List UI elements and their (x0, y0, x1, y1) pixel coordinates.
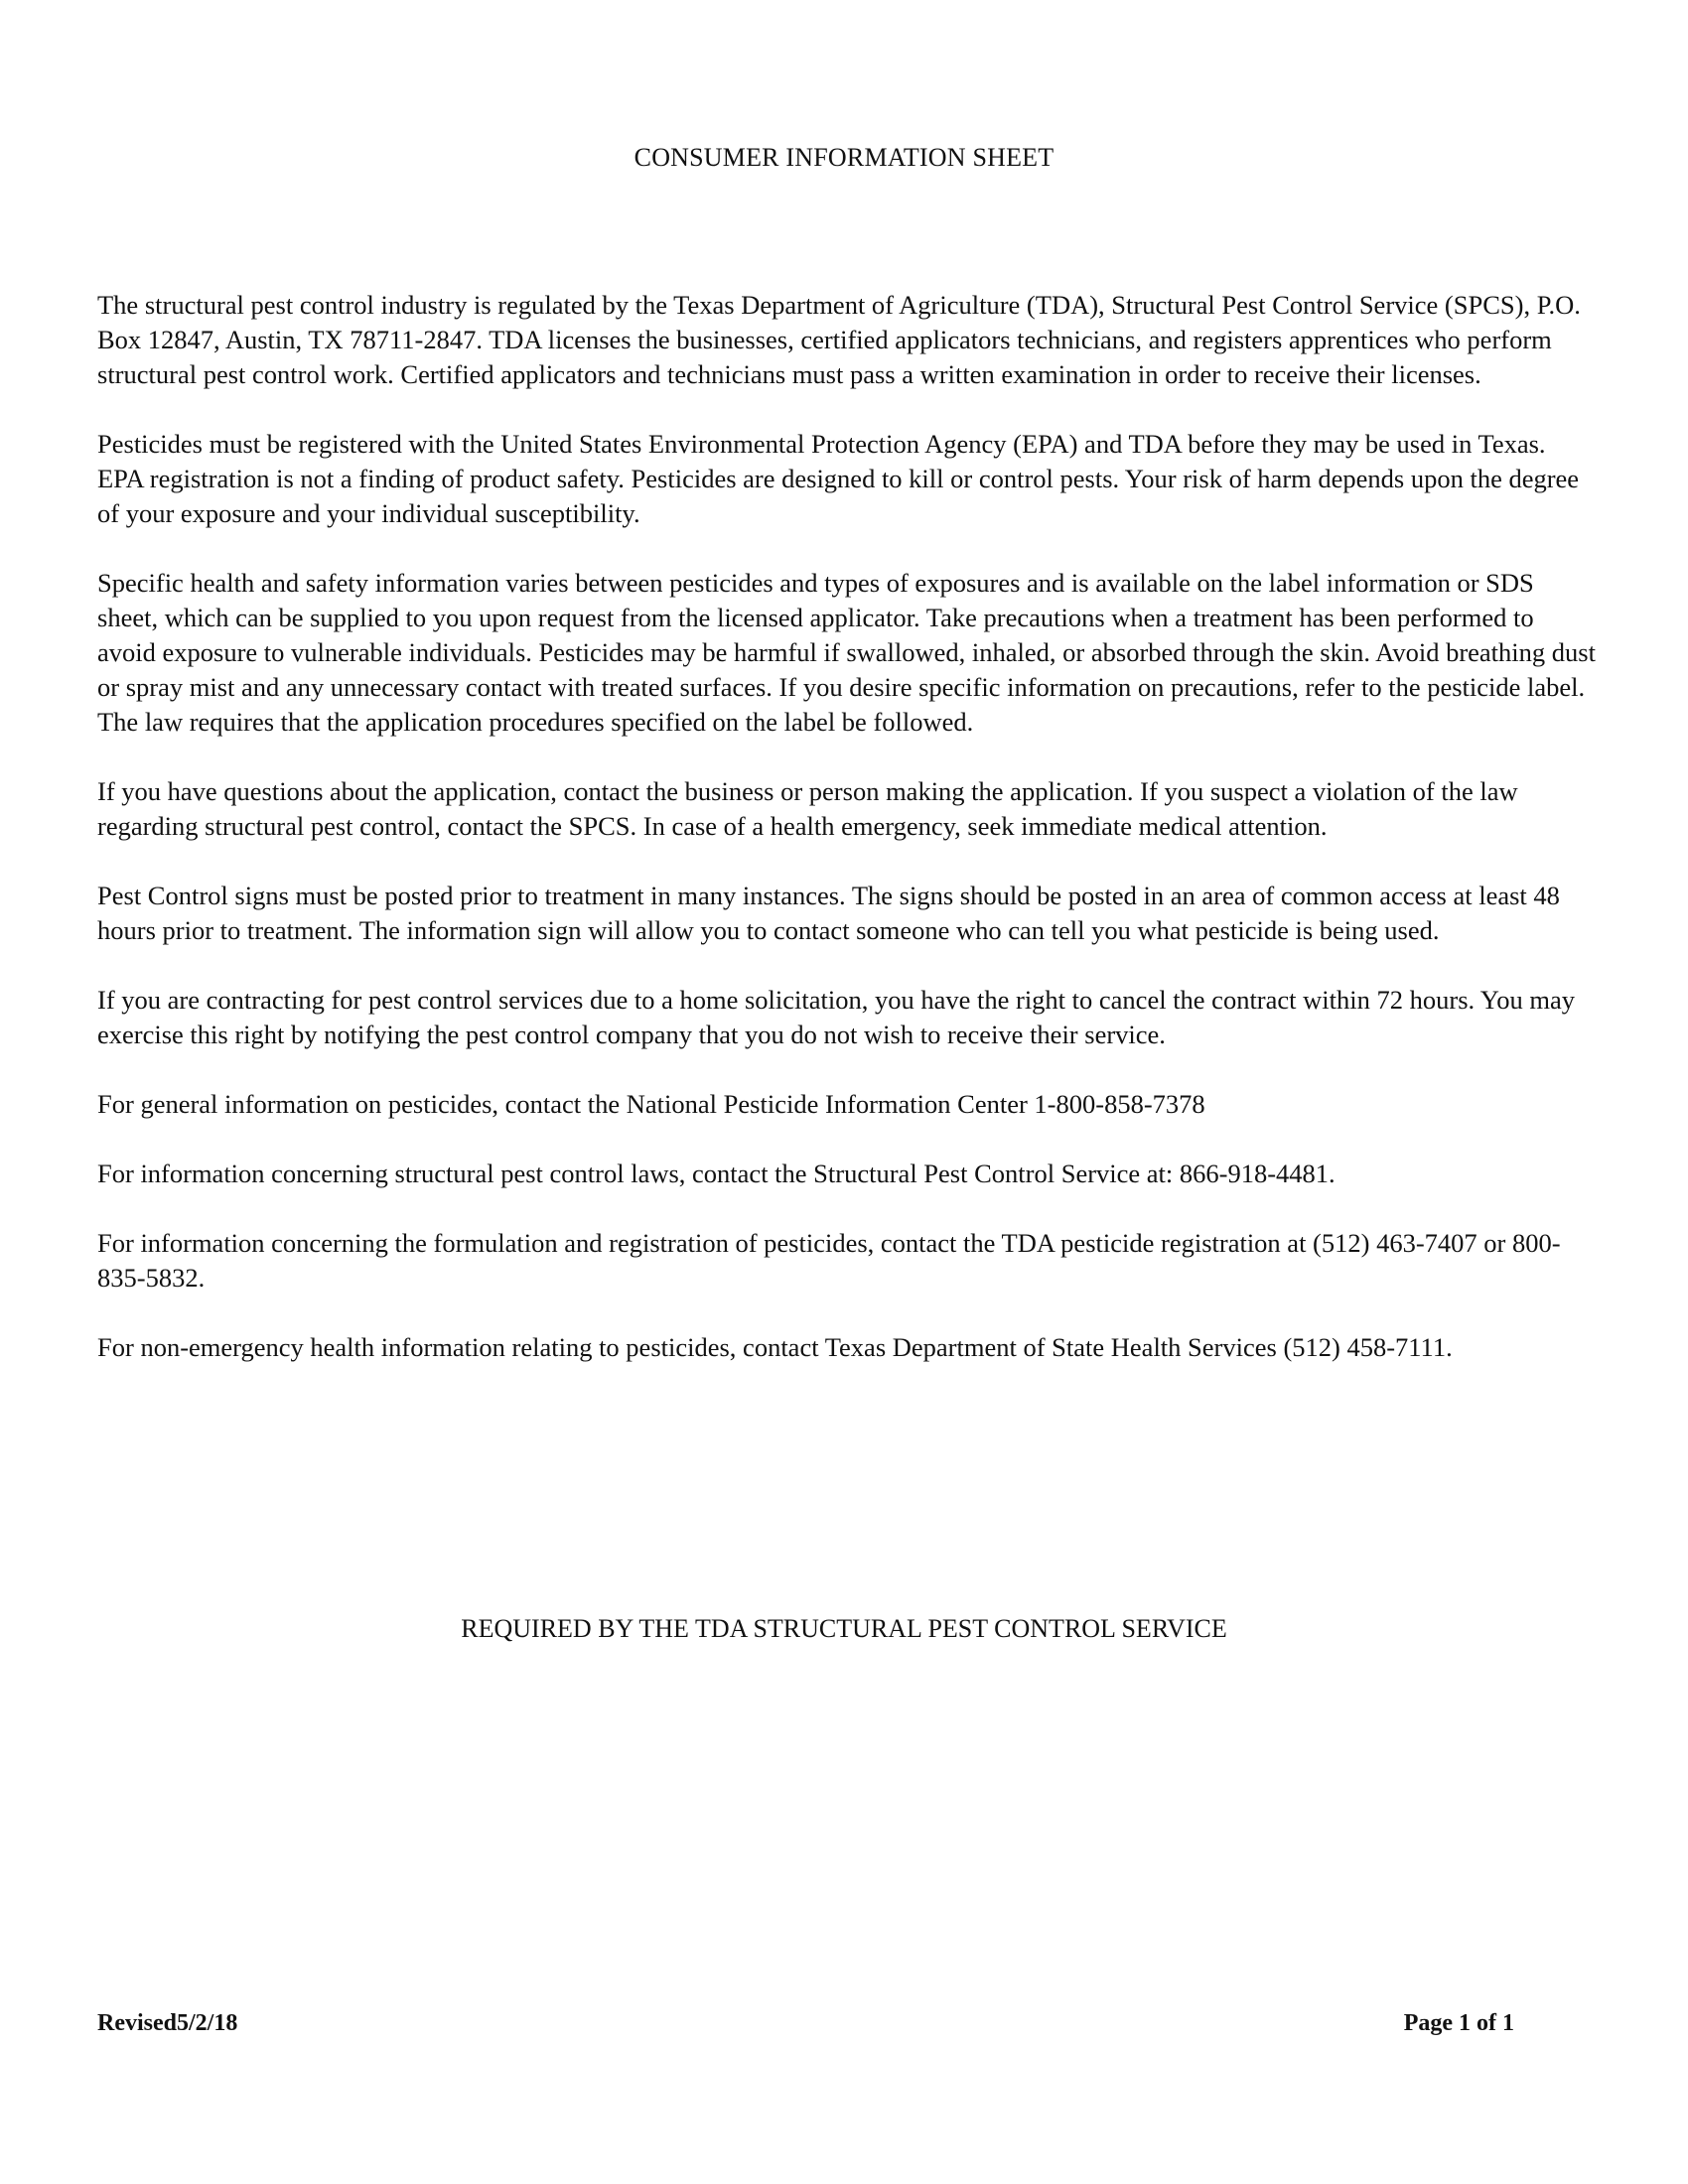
paragraph-questions: If you have questions about the application, contact the business or person making the application. If you suspect a violation of the law regarding structural pest control, contact the SPCS. In case of a health emergency, seek immediate medical attention. (97, 776, 1518, 841)
paragraph-health-info: For non-emergency health information relating to pesticides, contact Texas Department of State Health Services (512) 458-7111. (97, 1332, 1453, 1362)
paragraph-general-info: For general information on pesticides, contact the National Pesticide Information Center 1-800-858-7378 (97, 1089, 1205, 1119)
paragraph-regulation: The structural pest control industry is regulated by the Texas Department of Agriculture (TDA), Structural Pest Control Service (SPCS), P.O. Box 12847, Austin, TX 78711-2847. TDA licenses the businesses, certified applicators technicians, and registers apprentices who perform structural pest control work. Certified applicators and technicians must pass a written examination in order to receive their licenses. (97, 290, 1581, 389)
paragraph-registration-info: For information concerning the formulation and registration of pesticides, contact the TDA pesticide registration at (512) 463-7407 or 800-835-5832. (97, 1228, 1561, 1293)
page-title: CONSUMER INFORMATION SHEET (633, 143, 1055, 172)
paragraph-contract-cancel: If you are contracting for pest control services due to a home solicitation, you have the right to cancel the contract within 72 hours. You may exercise this right by notifying the pest control company that you do not wish to receive their service. (97, 985, 1576, 1049)
paragraph-signs: Pest Control signs must be posted prior to treatment in many instances. The signs should be posted in an area of common access at least 48 hours prior to treatment. The information sign will allow you to contact someone who can tell you what pesticide is being used. (97, 881, 1560, 945)
paragraph-registration: Pesticides must be registered with the United States Environmental Protection Agency (EPA) and TDA before they may be used in Texas. EPA registration is not a finding of product safety. Pesticides are designed to kill or control pests. Your risk of harm depends upon the degree of your exposure and your individual susceptibility. (97, 429, 1580, 528)
page-number: Page 1 of 1 (1403, 2010, 1514, 2036)
revised-date: Revised5/2/18 (97, 2010, 238, 2036)
document-body (97, 288, 1597, 1400)
required-by-heading: REQUIRED BY THE TDA STRUCTURAL PEST CONTROL SERVICE (461, 1614, 1227, 1643)
paragraph-health-safety: Specific health and safety information varies between pesticides and types of exposures and is available on the label information or SDS sheet, which can be supplied to you upon request from the licensed applicator. Take precautions when a treatment has been performed to avoid exposure to vulnerable individuals. Pesticides may be harmful if swallowed, inhaled, or absorbed through the skin. Avoid breathing dust or spray mist and any unnecessary contact with treated surfaces. If you desire specific information on precautions, refer to the pesticide label. The law requires that the application procedures specified on the label be followed. (97, 568, 1596, 737)
paragraph-laws-info: For information concerning structural pest control laws, contact the Structural Pest Control Service at: 866-918-4481. (97, 1159, 1336, 1188)
